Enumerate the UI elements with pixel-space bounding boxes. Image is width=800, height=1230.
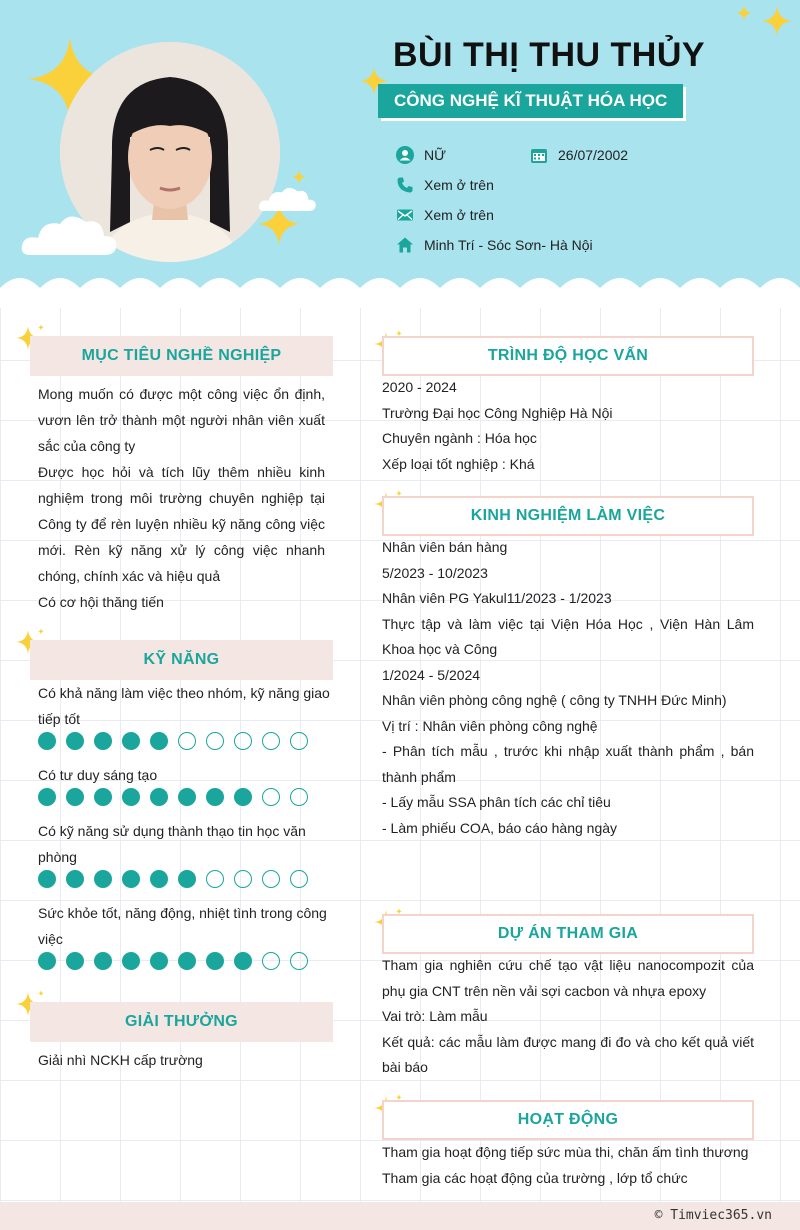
education-period: 2020 - 2024 <box>382 379 457 395</box>
rating-dot-empty <box>290 870 308 888</box>
objective-heading: MỤC TIÊU NGHỀ NGHIỆP <box>30 336 333 376</box>
rating-dot-filled <box>178 870 196 888</box>
email-row <box>396 206 494 224</box>
experience-line: - Làm phiếu COA, báo cáo hàng ngày <box>382 819 618 836</box>
rating-dot-empty <box>262 870 280 888</box>
star-icon <box>762 6 792 36</box>
project-line: Kết quả: các mẫu làm được mang đi đo và cho kết quả viết bài báo <box>382 1033 754 1075</box>
rating-dot-filled <box>94 952 112 970</box>
rating-dot-filled <box>122 952 140 970</box>
star-icon <box>736 4 752 22</box>
cloud-icon <box>20 210 120 260</box>
education-rank: Xếp loại tốt nghiệp : Khá <box>382 455 535 472</box>
rating-dot-filled <box>150 732 168 750</box>
experience-line: - Phân tích mẫu , trước khi nhập xuất thành phẩm , bán thành phẩm <box>382 743 754 785</box>
education-major: Chuyên ngành : Hóa học <box>382 430 537 446</box>
rating-dot-empty <box>178 732 196 750</box>
footer <box>0 1202 800 1230</box>
rating-dot-empty <box>262 952 280 970</box>
phone-row <box>396 176 494 194</box>
rating-dot-empty <box>206 870 224 888</box>
rating-dot-empty <box>234 732 252 750</box>
activities-block <box>382 1140 754 1191</box>
rating-dot-filled <box>66 952 84 970</box>
education-heading: TRÌNH ĐỘ HỌC VẤN <box>382 336 754 376</box>
user-icon <box>396 146 414 164</box>
skill-label: Có kỹ năng sử dụng thành thạo tin học văn phòng <box>38 823 306 865</box>
rating-dot-filled <box>38 788 56 806</box>
skill-rating <box>38 732 308 750</box>
address-row <box>396 236 593 254</box>
skill-label: Sức khỏe tốt, năng động, nhiệt tình trong công việc <box>38 905 327 947</box>
skills-heading: KỸ NĂNG <box>30 640 333 680</box>
education-school: Trường Đại học Công Nghiệp Hà Nội <box>382 404 613 421</box>
experience-line: Nhân viên PG Yakul11/2023 - 1/2023 <box>382 590 612 606</box>
home-icon <box>396 236 414 254</box>
job-title-badge: CÔNG NGHỆ KĨ THUẬT HÓA HỌC <box>378 84 683 118</box>
rating-dot-filled <box>178 952 196 970</box>
objective-paragraph: Mong muốn có được một công việc ổn định, vươn lên trở thành một người nhân viên xuất sắc của công ty <box>38 386 325 454</box>
experience-heading: KINH NGHIỆM LÀM VIỆC <box>382 496 754 536</box>
copyright-text: © Timviec365.vn <box>654 1208 772 1223</box>
rating-dot-filled <box>38 870 56 888</box>
skill-label: Có tư duy sáng tạo <box>38 767 158 783</box>
rating-dot-filled <box>122 788 140 806</box>
activity-line: Tham gia các hoạt động của trường , lớp tổ chức <box>382 1169 688 1186</box>
activity-line: Tham gia hoạt động tiếp sức mùa thi, chăn ấm tình thương <box>382 1144 749 1160</box>
rating-dot-filled <box>150 870 168 888</box>
awards-heading: GIẢI THƯỞNG <box>30 1002 333 1042</box>
award-item: Giải nhì NCKH cấp trường <box>38 1052 203 1068</box>
rating-dot-filled <box>94 870 112 888</box>
projects-heading: DỰ ÁN THAM GIA <box>382 914 754 954</box>
cloud-icon <box>258 184 318 214</box>
experience-line: 1/2024 - 5/2024 <box>382 666 481 683</box>
experience-line: 5/2023 - 10/2023 <box>382 564 488 581</box>
rating-dot-empty <box>262 788 280 806</box>
address-value: Minh Trí - Sóc Sơn- Hà Nội <box>424 237 593 253</box>
rating-dot-empty <box>206 732 224 750</box>
rating-dot-filled <box>122 870 140 888</box>
rating-dot-empty <box>290 952 308 970</box>
birthday-row <box>530 146 628 164</box>
rating-dot-filled <box>234 952 252 970</box>
scallop-border <box>0 268 800 308</box>
rating-dot-filled <box>66 788 84 806</box>
activities-heading: HOẠT ĐỘNG <box>382 1100 754 1140</box>
calendar-icon <box>530 146 548 164</box>
rating-dot-empty <box>234 870 252 888</box>
experience-line: Vị trí : Nhân viên phòng công nghệ <box>382 717 598 734</box>
objective-text <box>38 381 325 615</box>
rating-dot-filled <box>234 788 252 806</box>
objective-paragraph: Được học hỏi và tích lũy thêm nhiều kinh nghiệm trong môi trường chuyên nghiệp tại Công ty để rèn luyện nhiều kỹ năng công việc mới. Rèn kỹ năng xử lý công việc nhanh chóng, chính xác và hiệu quả <box>38 464 325 584</box>
phone-value: Xem ở trên <box>424 177 494 193</box>
education-block <box>382 375 754 477</box>
skill-rating <box>38 870 308 888</box>
skill-rating <box>38 952 308 970</box>
email-value: Xem ở trên <box>424 207 494 223</box>
rating-dot-filled <box>206 952 224 970</box>
rating-dot-filled <box>38 952 56 970</box>
experience-line: Thực tập và làm việc tại Viện Hóa Học , Viện Hàn Lâm Khoa học và Công <box>382 615 754 657</box>
rating-dot-filled <box>94 732 112 750</box>
rating-dot-empty <box>290 732 308 750</box>
phone-icon <box>396 176 414 194</box>
rating-dot-filled <box>206 788 224 806</box>
projects-block <box>382 953 754 1081</box>
gender-row <box>396 146 446 164</box>
gender-value: NỮ <box>424 147 447 163</box>
rating-dot-empty <box>262 732 280 750</box>
candidate-name: BÙI THỊ THU THỦY <box>393 36 706 74</box>
rating-dot-filled <box>66 870 84 888</box>
skill-rating <box>38 788 308 806</box>
rating-dot-filled <box>122 732 140 750</box>
skill-label: Có khả năng làm việc theo nhóm, kỹ năng giao tiếp tốt <box>38 685 330 727</box>
rating-dot-filled <box>178 788 196 806</box>
project-line: Tham gia nghiên cứu chế tạo vật liệu nanocompozit của phụ gia CNT trên nền vải sợi cacbon và nhựa epoxy <box>382 957 754 999</box>
mail-icon <box>396 206 414 224</box>
experience-line: Nhân viên phòng công nghệ ( công ty TNHH Đức Minh) <box>382 692 727 708</box>
rating-dot-filled <box>94 788 112 806</box>
objective-paragraph: Có cơ hội thăng tiến <box>38 594 164 610</box>
rating-dot-filled <box>150 952 168 970</box>
birthday-value: 26/07/2002 <box>558 147 629 163</box>
experience-line: - Lấy mẫu SSA phân tích các chỉ tiêu <box>382 794 611 810</box>
rating-dot-filled <box>66 732 84 750</box>
rating-dot-empty <box>290 788 308 806</box>
rating-dot-filled <box>38 732 56 750</box>
experience-line: Nhân viên bán hàng <box>382 539 508 555</box>
project-line: Vai trò: Làm mẫu <box>382 1008 488 1024</box>
experience-block <box>382 535 754 841</box>
rating-dot-filled <box>150 788 168 806</box>
